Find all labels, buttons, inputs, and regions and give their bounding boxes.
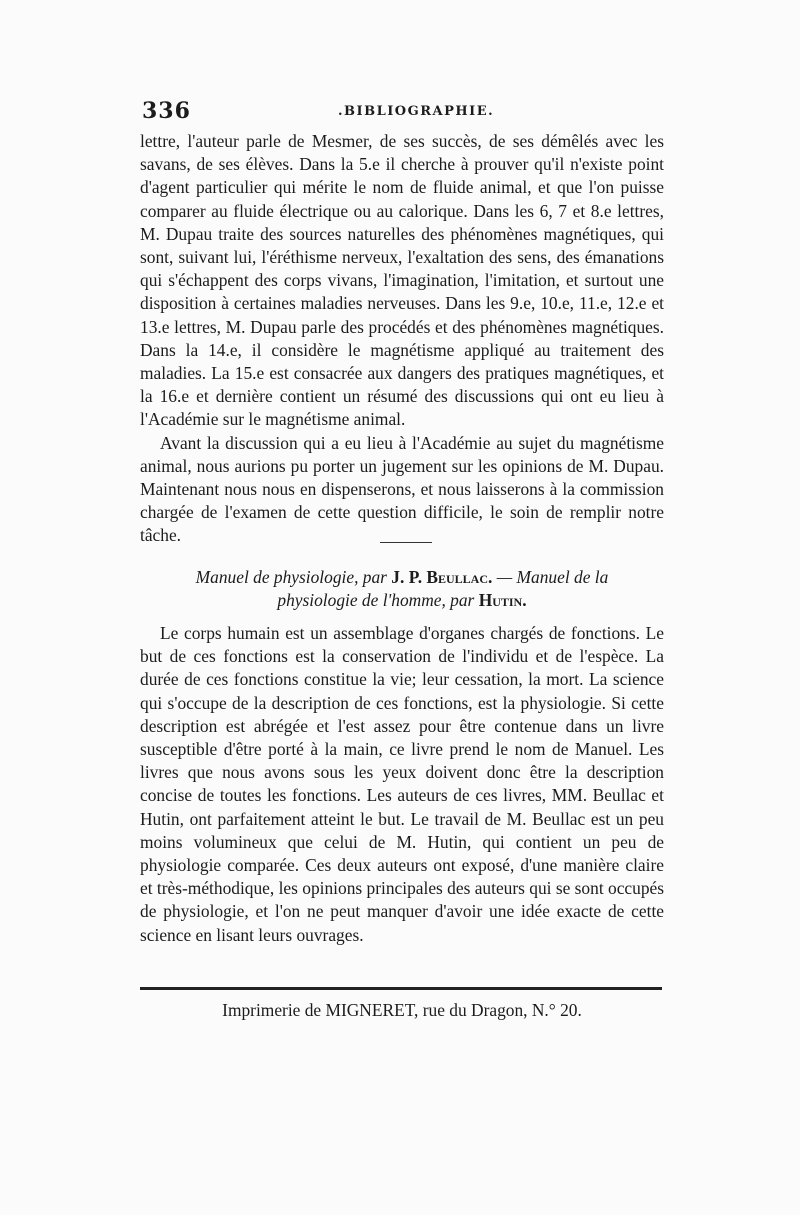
- review-2-author-1: J. P. Beullac.: [391, 567, 493, 587]
- footer-rule: [140, 987, 662, 990]
- review-2-title: [140, 566, 664, 612]
- review-2-title-part-1: Manuel de physiologie, par: [195, 567, 387, 587]
- review-2-title-part-1b: — Manuel de la: [496, 567, 609, 587]
- review-1-body: [140, 130, 664, 548]
- page-number: 336: [142, 98, 191, 124]
- review-2-paragraph-1: Le corps humain est un assemblage d'organes chargés de fonctions. Le but de ces fonctions est la conservation de l'individu et de l'espèce. La durée de ces fonctions constitue la vie; leur cessation, la mort. La science qui s'occupe de la description de ces fonctions, est la physiologie. Si cette description est abrégée et l'est assez pour être contenue dans un livre susceptible d'être porté à la main, ce livre prend le nom de Manuel. Les livres que nous avons sous les yeux doivent donc être la description concise de toutes les fonctions. Les auteurs de ces livres, MM. Beullac et Hutin, ont parfaitement atteint le but. Le travail de M. Beullac est un peu moins volumineux que celui de M. Hutin, qui contient un peu de physiologie comparée. Ces deux auteurs ont exposé, d'une manière claire et très-méthodique, les opinions principales des auteurs qui se sont occupés de physiologie, et l'on ne peut manquer d'avoir une idée exacte de cette science en lisant leurs ouvrages.: [140, 623, 665, 945]
- section-separator-rule: [380, 542, 432, 543]
- review-2-title-part-2: physiologie de l'homme, par: [277, 590, 475, 610]
- page-header: [142, 98, 662, 124]
- review-1-paragraph-1: lettre, l'auteur parle de Mesmer, de ses succès, de ses démêlés avec les savans, de ses élèves. Dans la 5.e il cherche à prouver qu'il n'existe point d'agent particulier qui mérite le nom de fluide animal, et que l'on puisse comparer au fluide électrique ou au calorique. Dans les 6, 7 et 8.e lettres, M. Dupau traite des sources naturelles des phénomènes magnétiques, qui sont, suivant lui, l'éréthisme nerveux, l'exaltation des sens, des émanations qui s'échappent des corps vivans, l'imagination, l'imitation, et surtout une disposition à certaines maladies nerveuses. Dans les 9.e, 10.e, 11.e, 12.e et 13.e lettres, M. Dupau parle des procédés et des phénomènes magnétiques. Dans la 14.e, il considère le magnétisme appliqué au traitement des maladies. La 15.e est consacrée aux dangers des pratiques magnétiques, et la 16.e et dernière contient un résumé des discussions qui ont eu lieu à l'Académie sur le magnétisme animal.: [140, 131, 664, 430]
- running-head: .BIBLIOGRAPHIE.: [338, 104, 495, 119]
- review-1-paragraph-2: Avant la discussion qui a eu lieu à l'Académie au sujet du magnétisme animal, nous aurions pu porter un jugement sur les opinions de M. Dupau. Maintenant nous nous en dispenserons, et nous laisserons à la commission chargée de l'examen de cette question difficile, le soin de remplir notre tâche.: [140, 432, 664, 546]
- printer-imprint: Imprimerie de MIGNERET, rue du Dragon, N.° 20.: [222, 1000, 582, 1020]
- review-2-author-2: Hutin.: [478, 590, 527, 610]
- review-2-body: [140, 622, 664, 947]
